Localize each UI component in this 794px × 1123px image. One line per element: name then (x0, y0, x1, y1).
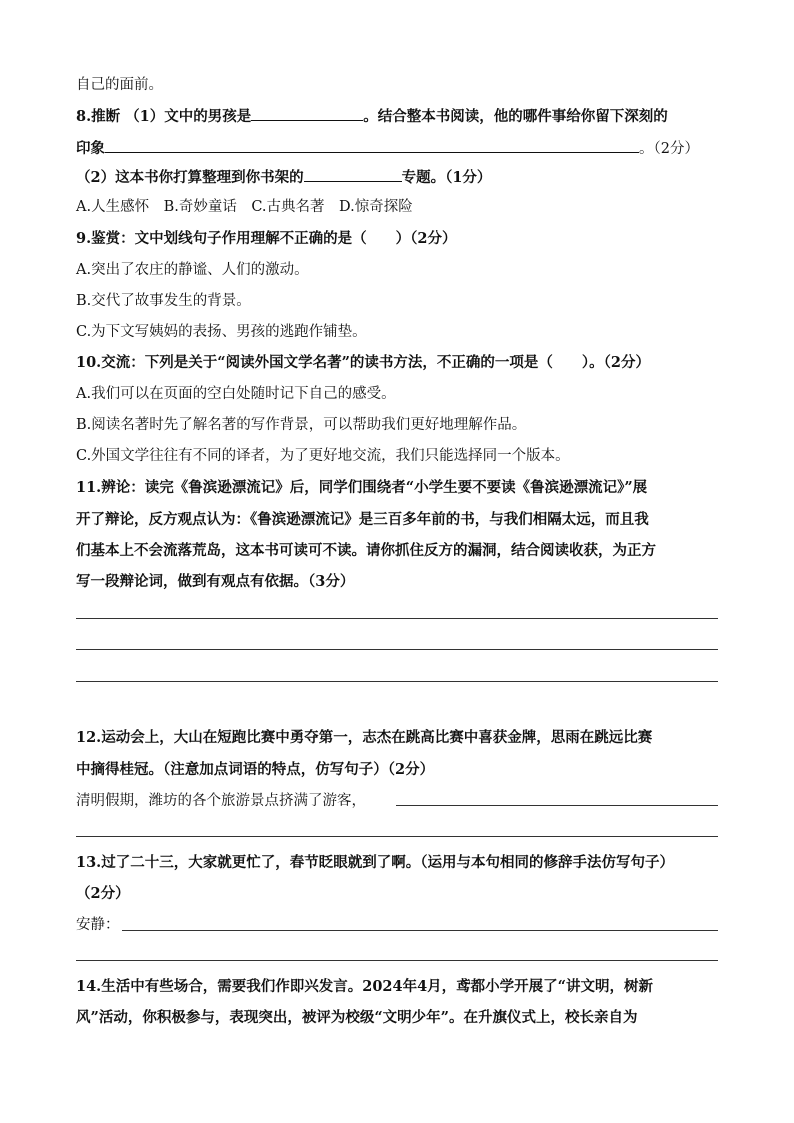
question-12-line: 中摘得桂冠。（注意加点词语的特点，仿写句子）（2分） (76, 761, 435, 778)
question-13-prompt: 安静： (76, 917, 120, 933)
question-11-line: 们基本上不会流落荒岛，这本书可读可不读。请你抓住反方的漏洞，结合阅读收获，为正方 (76, 542, 656, 559)
question-12-line: 12.运动会上，大山在短跑比赛中勇夺第一，志杰在跳高比赛中喜获金牌，思雨在跳远比赛 (76, 729, 653, 746)
q8-options: A.人生感怀 B.奇妙童话 C.古典名著 D.惊奇探险 (76, 199, 413, 215)
answer-blank[interactable] (304, 166, 402, 182)
q8-text: 。结合整本书阅读，他的哪件事给你留下深刻的 (363, 108, 668, 125)
q8-text: 。（2分） (639, 141, 699, 157)
answer-blank[interactable] (396, 805, 718, 806)
question-10: 10.交流：下列是关于“阅读外国文学名著”的读书方法，不正确的一项是（ ）。（2分） (76, 354, 650, 371)
question-8-line-3 (76, 166, 491, 188)
q10-option-b: B.阅读名著时先了解名著的写作背景，可以帮助我们更好地理解作品。 (76, 417, 527, 433)
q8-text: 印象 (76, 140, 105, 157)
question-8-line-2 (76, 137, 699, 159)
question-11-line: 开了辩论，反方观点认为：《鲁滨逊漂流记》是三百多年前的书，与我们相隔太远，而且我 (76, 511, 649, 528)
answer-line[interactable] (76, 649, 718, 650)
answer-line[interactable] (76, 960, 718, 961)
answer-blank[interactable] (105, 137, 639, 153)
answer-blank[interactable] (251, 105, 363, 121)
text-line: 自己的面前。 (76, 77, 163, 93)
question-12-prompt: 清明假期，潍坊的各个旅游景点挤满了游客， (76, 793, 366, 809)
q8-text: 专题。（1分） (401, 169, 492, 186)
answer-line[interactable] (76, 618, 718, 619)
q8-text: （2）这本书你打算整理到你书架的 (76, 169, 304, 186)
answer-blank[interactable] (122, 930, 718, 931)
question-13-line: 13.过了二十三，大家就更忙了，春节眨眼就到了啊。（运用与本句相同的修辞手法仿写句子） (76, 854, 674, 871)
q9-option-c: C.为下文写姨妈的表扬、男孩的逃跑作铺垫。 (76, 324, 367, 340)
q9-option-a: A.突出了农庄的静谧、人们的激动。 (76, 262, 309, 278)
question-14-line: 14.生活中有些场合，需要我们作即兴发言。2024年4月，鸢都小学开展了“讲文明，树新 (76, 978, 654, 995)
question-14-line: 风”活动，你积极参与，表现突出，被评为校级“文明少年”。在升旗仪式上，校长亲自为 (76, 1009, 638, 1026)
question-13-line: （2分） (76, 885, 130, 902)
question-11-line: 写一段辩论词，做到有观点有依据。（3分） (76, 573, 355, 590)
q10-option-a: A.我们可以在页面的空白处随时记下自己的感受。 (76, 386, 396, 402)
q8-text: 8.推断 （1）文中的男孩是 (76, 108, 252, 125)
answer-line[interactable] (76, 681, 718, 682)
q10-option-c: C.外国文学往往有不同的译者，为了更好地交流，我们只能选择同一个版本。 (76, 448, 570, 464)
answer-line[interactable] (76, 836, 718, 837)
question-11-line: 11.辨论：读完《鲁滨逊漂流记》后，同学们围绕者“小学生要不要读《鲁滨逊漂流记》”展 (76, 479, 648, 496)
question-9: 9.鉴赏：文中划线句子作用理解不正确的是（ ）（2分） (76, 230, 457, 247)
q9-option-b: B.交代了故事发生的背景。 (76, 293, 251, 309)
question-8-line-1 (76, 105, 668, 127)
